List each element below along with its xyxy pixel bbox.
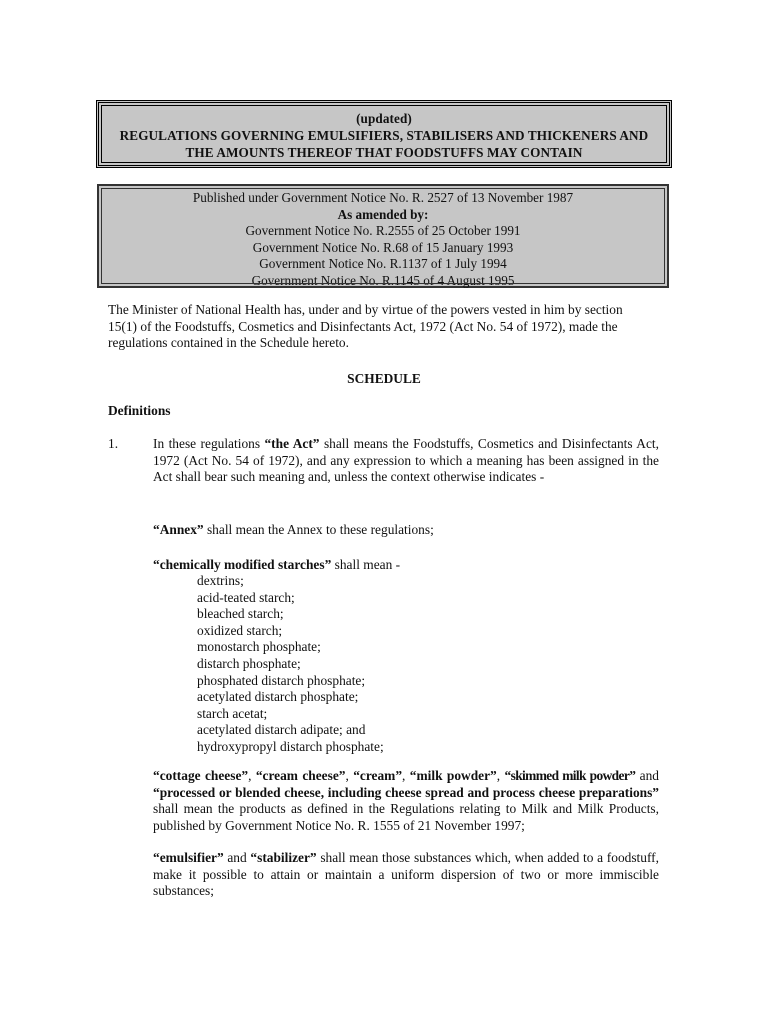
term-cream-cheese: “cream cheese” bbox=[255, 768, 346, 783]
title-box bbox=[96, 100, 672, 168]
annex-definition bbox=[153, 522, 659, 539]
publication-box bbox=[97, 184, 669, 288]
intro-line: 15(1) of the Foodstuffs, Cosmetics and Disinfectants Act, 1972 (Act No. 54 of 1972), made the bbox=[108, 318, 618, 334]
section-1-text bbox=[153, 436, 659, 486]
list-item: hydroxypropyl distarch phosphate; bbox=[197, 738, 384, 754]
title-updated: (updated) bbox=[356, 111, 412, 126]
annex-text: shall mean the Annex to these regulations; bbox=[206, 522, 434, 537]
title-line-1: REGULATIONS GOVERNING EMULSIFIERS, STABILISERS AND THICKENERS AND bbox=[119, 128, 649, 143]
act-definition: shall means the Foodstuffs, Cosmetics and Disinfectants Act, 1972 (Act No. 54 of 1972), and any expression to which a meaning has been assigned in the Act shall bear such meaning and, unless the context otherwise indicates - bbox=[153, 436, 659, 485]
term-processed-cheese: “processed or blended cheese, including cheese spread and process cheese preparations” bbox=[153, 784, 659, 800]
and-word: and bbox=[639, 768, 660, 783]
schedule-heading: SCHEDULE bbox=[347, 371, 421, 386]
section-number: 1. bbox=[108, 436, 119, 451]
term-annex: “Annex” bbox=[153, 522, 204, 537]
title-line-2: THE AMOUNTS THEREOF THAT FOODSTUFFS MAY CONTAIN bbox=[185, 145, 583, 160]
published-notice: Published under Government Notice No. R. 2527 of 13 November 1987 bbox=[192, 190, 574, 205]
list-item: acetylated distarch phosphate; bbox=[197, 689, 359, 705]
list-item: monostarch phosphate; bbox=[197, 639, 321, 655]
list-item: dextrins; bbox=[197, 573, 244, 588]
separator: , bbox=[248, 768, 256, 783]
list-item: phosphated distarch phosphate; bbox=[197, 672, 366, 688]
separator: , bbox=[345, 768, 354, 783]
term-emulsifier: “emulsifier” bbox=[153, 850, 224, 865]
amendment-item: Government Notice No. R.1137 of 1 July 1994 bbox=[259, 256, 507, 271]
amendment-item: Government Notice No. R.1145 of 4 August 1995 bbox=[251, 272, 515, 288]
term-skimmed-milk-powder: “skimmed milk powder” bbox=[504, 768, 636, 783]
term-the-act: “the Act” bbox=[264, 436, 320, 451]
starches-text: shall mean - bbox=[334, 557, 401, 572]
list-item: starch acetat; bbox=[197, 705, 268, 721]
section-lead: In these regulations bbox=[153, 436, 261, 451]
term-stabilizer: “stabilizer” bbox=[250, 850, 317, 865]
separator: , bbox=[402, 768, 410, 783]
dairy-text: shall mean the products as defined in the Regulations relating to Milk and Milk Products, published by Government Notice No. R. 1555 of 21 November 1997; bbox=[153, 801, 659, 833]
starches-definition bbox=[153, 557, 659, 574]
list-item: distarch phosphate; bbox=[197, 655, 301, 671]
term-starches: “chemically modified starches” bbox=[153, 557, 332, 572]
definitions-heading: Definitions bbox=[108, 403, 171, 418]
intro-line: The Minister of National Health has, under and by virtue of the powers vested in him by section bbox=[108, 302, 623, 317]
and-word: and bbox=[227, 850, 247, 865]
list-item: acetylated distarch adipate; and bbox=[197, 722, 366, 738]
starches-list bbox=[197, 573, 384, 756]
emulsifier-definition bbox=[153, 850, 659, 900]
term-cottage-cheese: “cottage cheese” bbox=[153, 768, 249, 783]
list-item: acid-teated starch; bbox=[197, 589, 295, 605]
amendment-item: Government Notice No. R.68 of 15 January 1993 bbox=[252, 239, 514, 255]
term-milk-powder: “milk powder” bbox=[409, 768, 497, 783]
dairy-definition bbox=[153, 768, 659, 834]
intro-line: regulations contained in the Schedule hereto. bbox=[108, 335, 349, 351]
intro-paragraph bbox=[108, 302, 660, 352]
emulsifier-text: shall mean those substances which, when added to a foodstuff, make it possible to attain or maintain a uniform dispersion of two or more immiscible substances; bbox=[153, 850, 659, 899]
amendment-item: Government Notice No. R.2555 of 25 October 1991 bbox=[245, 223, 521, 238]
list-item: oxidized starch; bbox=[197, 622, 283, 638]
amended-heading: As amended by: bbox=[337, 206, 429, 222]
term-cream: “cream” bbox=[353, 768, 403, 783]
list-item: bleached starch; bbox=[197, 606, 284, 622]
separator: , bbox=[496, 768, 505, 783]
